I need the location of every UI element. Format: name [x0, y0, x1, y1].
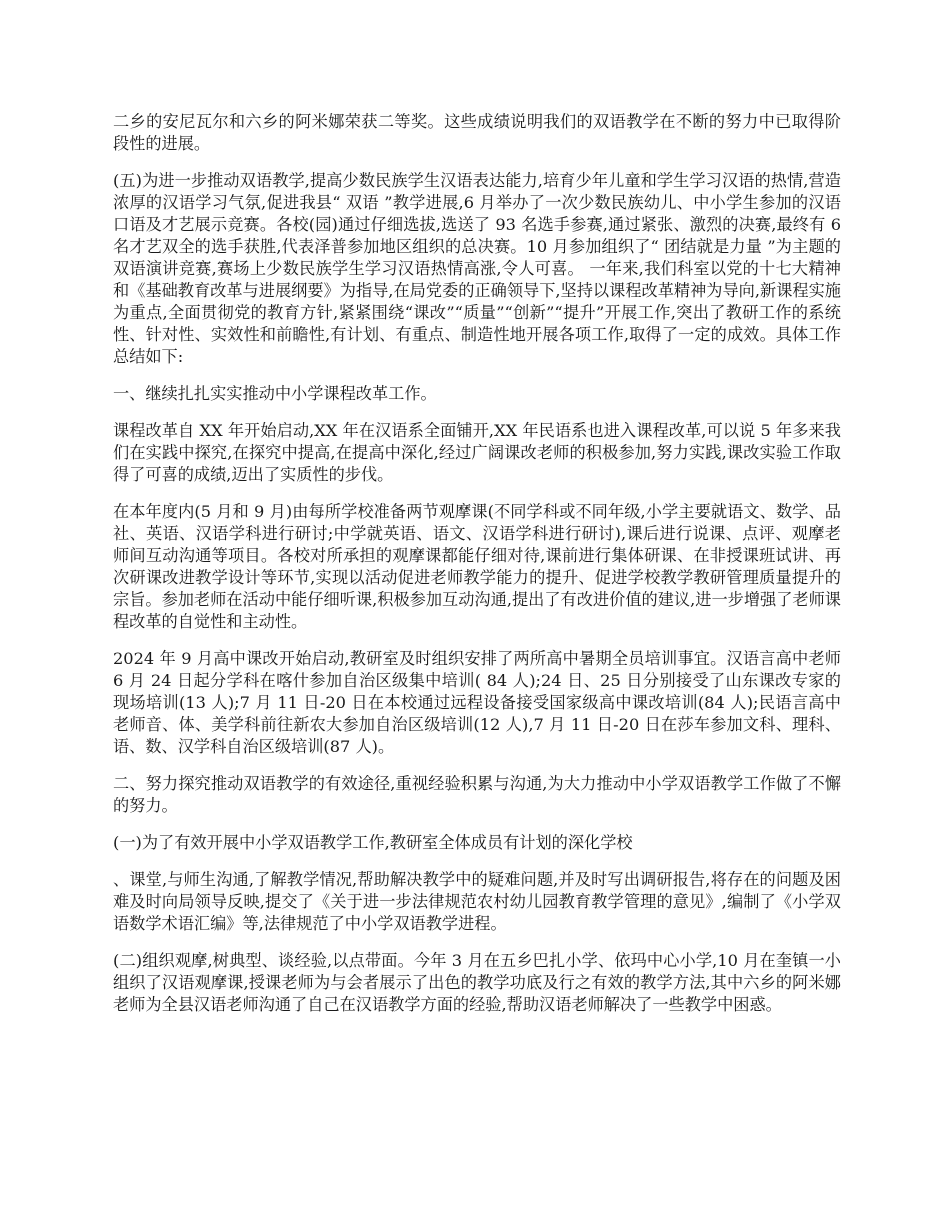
paragraph-3: 课程改革自 XX 年开始启动,XX 年在汉语系全面铺开,XX 年民语系也进入课程改革,可以说 5 年多来我们在实践中探究,在探究中提高,在提高中深化,经过广阔课改老师的积极参加,努力实践,课改实验工作取得了可喜的成绩,迈出了实质性的步伐。	[113, 421, 841, 484]
paragraph-7: 、课堂,与师生沟通,了解教学情况,帮助解决教学中的疑难问题,并及时写出调研报告,将存在的问题及困难及时向局领导反映,提交了《关于进一步法律规范农村幼儿园教育教学管理的意见》,编制了《小学双语数学术语汇编》等,法律规范了中小学双语教学进程。	[113, 870, 841, 933]
paragraph-1: 二乡的安尼瓦尔和六乡的阿米娜荣获二等奖。这些成绩说明我们的双语教学在不断的努力中已取得阶段性的进展。	[113, 112, 841, 153]
paragraph-5: 2024 年 9 月高中课改开始启动,教研室及时组织安排了两所高中暑期全员培训事宜。汉语言高中老师 6 月 24 日起分学科在喀什参加自治区级集中培训( 84 人);24 日、25 日分别接受了山东课改专家的现场培训(13 人);7 月 11 日-20 日在本校通过远程设备接受国家级高中课改培训(84 人);民语言高中老师音、体、美学科前往新农大参加自治区级培训(12 人),7 月 11 日-20 日在莎车参加文科、理科、语、数、汉学科自治区级培训(87 人)。	[113, 649, 841, 756]
document-body	[113, 111, 841, 1031]
paragraph-6: (一)为了有效开展中小学双语教学工作,教研室全体成员有计划的深化学校	[113, 833, 633, 852]
section-heading-2: 二、努力探究推动双语教学的有效途径,重视经验积累与沟通,为大力推动中小学双语教学工作做了不懈的努力。	[113, 774, 841, 815]
paragraph-4: 在本年度内(5 月和 9 月)由每所学校准备两节观摩课(不同学科或不同年级,小学主要就语文、数学、品社、英语、汉语学科进行研讨;中学就英语、语文、汉语学科进行研讨),课后进行说课、点评、观摩老师间互动沟通等项目。各校对所承担的观摩课都能仔细对待,课前进行集体研课、在非授课班试讲、再次研课改进教学设计等环节,实现以活动促进老师教学能力的提升、促进学校教学教研管理质量提升的宗旨。参加老师在活动中能仔细听课,积极参加互动沟通,提出了有改进价值的建议,进一步增强了老师课程改革的自觉性和主动性。	[113, 502, 841, 631]
paragraph-2: (五)为进一步推动双语教学,提高少数民族学生汉语表达能力,培育少年儿童和学生学习汉语的热情,营造浓厚的汉语学习气氛,促进我县“ 双语 ”教学进展,6 月举办了一次少数民族幼儿、中小学生参加的汉语口语及才艺展示竞赛。各校(园)通过仔细选拔,选送了 93 名选手参赛,通过紧张、激烈的决赛,最终有 6 名才艺双全的选手获胜,代表泽普参加地区组织的总决赛。10 月参加组织了“ 团结就是力量 ”为主题的双语演讲竞赛,赛场上少数民族学生学习汉语热情高涨,令人可喜。 一年来,我们科室以党的十七大精神和《基础教育改革与进展纲要》为指导,在局党委的正确领导下,坚持以课程改革精神为导向,新课程实施为重点,全面贯彻党的教育方针,紧紧围绕“课改”“质量”“创新”“提升”开展工作,突出了教研工作的系统性、针对性、实效性和前瞻性,有计划、有重点、制造性地开展各项工作,取得了一定的成效。具体工作总结如下:	[113, 171, 841, 366]
section-heading-1: 一、继续扎扎实实推动中小学课程改革工作。	[113, 384, 437, 403]
paragraph-8: (二)组织观摩,树典型、谈经验,以点带面。今年 3 月在五乡巴扎小学、依玛中心小学,10 月在奎镇一小组织了汉语观摩课,授课老师为与会者展示了出色的教学功底及行之有效的教学方法,其中六乡的阿米娜老师为全县汉语老师沟通了自己在汉语教学方面的经验,帮助汉语老师解决了一些教学中困惑。	[113, 951, 841, 1014]
